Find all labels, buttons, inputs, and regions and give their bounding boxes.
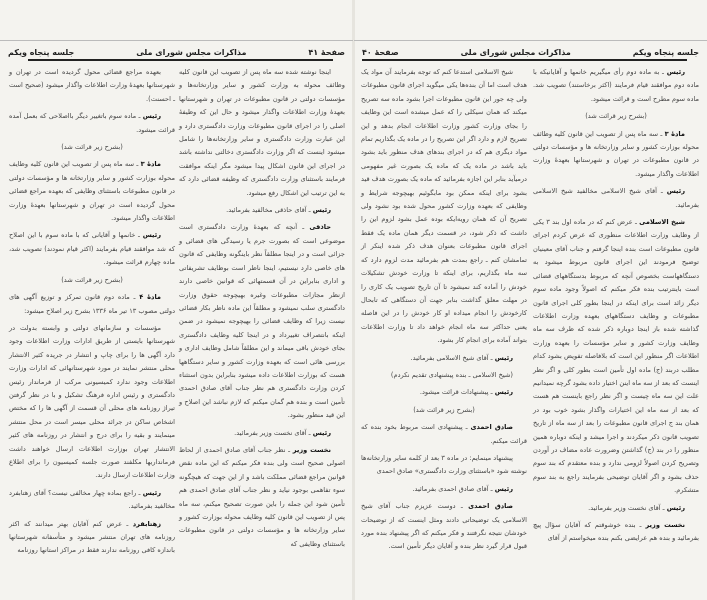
publication-title: مذاکرات مجلس شورای ملی [460,47,571,57]
text-column [361,66,527,558]
paragraph [9,322,175,483]
paragraph-text: آنچه که بعهدهٔ وزارت دادگستری است موضوعی است که بصورت جرم یا رسیدگی های قضائی و جزائی است و در اینجا مطلقاً نظر باینگونه وظایفی که قانون های خاصی دارد نیستیم، اینجا ناظر است بوظایف تشریفاتی و اداری بنابراین در آن قسمتهائی که قوانین خاصی دارند ازنظر مجازات مطبوعات وغیره بهیچوجه حقوق وزارت دادگستری سلب نمیشود و مطلقاً این ماده ناظر بکار قضائی نیست زیرا که وظایف قضائی را بهیچوجه نمیشود در ضمن اینکه بانتصراف تغییرداد و در اینجا کلیه وظایف دادگستری بجای خودش باقی میماند و این مطلقاً شامل وظایف اداری و بررسی هائی است که بعهده وزارت کشور و سایر دستگاهها هست که بوزارت اطلاعات داده میشود بنابراین بدون استثناء کردن وزارت دادگستری هم نظر جناب آقای صادق احمدی تأمین است و بنده هم گمان میکنم که لازم نباشد این اصلاح و این قید منظور بشود. [179,223,345,420]
paragraph: رئیس ـ آقای حاذقی مخالفید بفرمائید. [226,206,331,215]
paragraph-text: سه ماه پس از تصویب این قانون کلیه وظائف محوله بوزارت کشور و سایر وزارتخانه ها و مؤسسات دولتی در قانون مطبوعات در تهران و شهرستانها بعهدهٔ وزارت اطلاعات واگذار میشود. [533,129,699,178]
paragraph: مادهٔ ۳ ـ سه ماه پس از تصویب این قانون کلیه وظایف محوله بوزارت کشور و سایر وزارتخانه ها و مؤسسات دولتی در قانون مطبوعات باستثنای وظایفی که بعهده مراجع قضائی محول گردیده است در تهران و شهرستانها بعهدهٔ وزارت اطلاعات واگذار میشود. [9,160,175,223]
paragraph: رئیس ـ آقای نخست وزیر بفرمائید. [588,503,685,512]
speaker-name: حاذقی [309,223,331,232]
paragraph-text: ماده سوم باتغییر دیگر بااصلاحی که بعمل آمده قرائت میشود. [9,112,175,134]
paragraph: رئیس ـ آقای نخست وزیر بفرمائید. [234,428,331,437]
speaker-name: رئیس [494,484,513,493]
paragraph [361,66,527,348]
paragraph: رئیس ـ آقای صادق احمدی بفرمائید. [412,484,513,493]
speaker-name: رئیس [666,68,685,76]
section-note: (بشرح زیر قرائت شد) [413,405,475,414]
paragraph-text: آقای نخست وزیر بفرمائید. [234,428,307,437]
speaker-name: رئیس [312,428,331,437]
paragraph-text: خانمها و آقایانی که با ماده سوم با این اصلاح که شد موافقند قیام بفرمایند (اکثر قیام نمودند) تصویب شد، ماده چهارم قرائت میشود. [9,231,175,267]
text-column [179,66,345,555]
paragraph [9,66,175,106]
speaker-name: رئیس [666,503,685,512]
paragraph: رئیس ـ خانمها و آقایانی که با ماده سوم با این اصلاح که شد موافقند قیام بفرمایند (اکثر قیام نمودند) تصویب شد، ماده چهارم قرائت میشود. [9,231,175,267]
right-page [354,0,707,600]
paragraph: رئیس ـ آقای شیخ الاسلامی بفرمائید. [410,353,513,362]
paragraph [361,452,527,479]
speaker-name: صادق احمدی [468,502,513,511]
text-column [9,66,175,562]
paragraph-text: عرض کنم آقایان بهتر میدانند که اکثر روزنامه های تهران منتشر میشود و متأسفانه شهرستانها باندازه کافی روزنامه ندارند فقط در مراکز استانها روزنامه [9,519,175,555]
paragraph-text: پیشنهادی است مربوط بخود بنده که قرائت میکنم. [361,423,527,445]
header-rule [28,59,333,61]
scan-edge-line [354,40,707,41]
paragraph-text: ماده دوم قانون تمرکز و توزیع آگهی های دولتی مصوب ۱۳ تیر ماه ۱۳۳۶ بشرح زیر اصلاح میشود: [9,293,175,315]
paragraph-text: آقای حاذقی مخالفید بفرمائید. [226,206,307,215]
paragraph: رئیس ـ پیشنهادات قرائت میشود. [419,388,513,397]
speaker-name: نخست وزیر [645,521,686,529]
paragraph-text: نظر جناب آقای صادق احمدی از لحاظ اصولی صحیح است ولی بنده فکر میکنم که این ماده نقض قوانین مراجع قضائی مملکت باشد و از این جهت که هیچگونه سوء تفاهمی بوجود نیاید و نظر جناب آقای صادق احمدی هم تأمین شود این جمله را باین صورت تصحیح میکنم، سه ماه پس از تصویب این قانون کلیه وظایف محوله بوزارت کشور و سایر وزارتخانه ها و مؤسسات دولتی در قانون مطبوعات باستثنای وظایفی که [179,445,345,548]
paragraph: صادق احمدی ـ دوست عزیزم جناب آقای شیخ الاسلامی یک توضیحاتی دادند ومثل اینست که از توضیحات خودشان نتیجه نگرفتند و فکر میکنم که اگر پیشنهاد بنده مورد قبول قرار گیرد نظر بنده و آقایان دیگر تأمین است. [361,502,527,551]
paragraph: زهتابفرد ـ عرض کنم آقایان بهتر میدانند که اکثر روزنامه های تهران منتشر میشود و متأسفانه شهرستانها باندازه کافی روزنامه ندارند فقط در مراکز استانها روزنامه [9,519,175,555]
section-note: (بشرح زیر قرائت شد) [585,112,647,121]
paragraph-text: مؤسسات و سازمانهای دولتی و وابسته بدولت در شهرستانها بایستی از طریق ادارات وزارت اطلاعات وجود دارد آگهی ها را برای چاپ و انتشار در جریده کثیر الانتشار محلی منتشر نمایند در مورد شهرستانهائی که ادارات وزارت اطلاعات وجود ندارد کمیسیونی مرکب از فرماندار رئیس دادگستری و رئیس اداره فرهنگ تشکیل و با در نظر گرفتن تیراژ روزنامه های محلی آن قسمت از آگهی ها را که مختص اشخاص ساکن در جرائد محلی میسر است در محل منتشر مینمایند و بقیه را برای درج و انتشار در روزنامه های کثیر الانتشار تهران بوزارت اطلاعات ارسال خواهند داشت فرمانداریها مکلفند صورت جلسه کمیسیون را برای اطلاع وزارت اطلاعات ارسال دارند. [9,323,175,480]
speaker-name: نخست وزیر [292,445,331,454]
scan-edge-line [0,40,353,41]
section-note: (بشرح زیر قرائت شد) [61,143,123,152]
paragraph-text: آقای شیخ الاسلامی بفرمائید. [410,353,489,362]
speaker-name: رئیس [494,388,513,397]
publication-title: مذاکرات مجلس شورای ملی [136,47,247,57]
paragraph-text: بنده خوشوقتم که آقایان سؤال پیچ بفرمائید و بنده هم عرایضی بکنم بنده میخواستم از آقای [533,521,699,543]
paragraph: صادق احمدی ـ پیشنهادی است مربوط بخود بنده که قرائت میکنم. [361,423,527,445]
paragraph-text: اینجا نوشته شده سه ماه پس از تصویب این قانون کلیه وظائف محوله به وزارت کشور و سایر وزارتخانه‌ها و مؤسسات دولتی در قانون مطبوعات در تهران و شهرستانها بعهدهٔ وزارت اطلاعات واگذار میشود و حال این که وظیفهٔ اصلی را در اجرای قانون مطبوعات وزارت دادگستری دارد و این عبارت وزارت دادگستری و سایر وزارتخانه‌ها را شامل میشود اینست که اگر وزارت دادگستری دخالتی نداشته باشد در اجرای این قانون اشکال پیدا میشود مگر اینکه موافقت فرمایند باستثنای وزارت دادگستری که وظیفه قضائی دارد که به این ترتیب این اشکال رفع میشود. [179,68,345,197]
paragraph: رئیس ـ ماده سوم باتغییر دیگر بااصلاحی که بعمل آمده قرائت میشود. [9,112,175,134]
page-number: صفحهٔ ۴۰ [362,47,399,57]
paragraph: رئیس ـ به ماده دوم رأی میگیریم خانمها و آقایانیکه با ماده دوم موافقند قیام فرمایند (اکثر برخاستند) تصویب شد. ماده سوم مطرح است و قرائت میشود. [533,68,699,103]
page-header [8,46,345,58]
paragraph-text: دوست عزیزم جناب آقای شیخ الاسلامی یک توضیحاتی دادند ومثل اینست که از توضیحات خودشان نتیجه نگرفتند و فکر میکنم که اگر پیشنهاد بنده مورد قبول قرار گیرد نظر بنده و آقایان دیگر تأمین است. [361,502,527,551]
paragraph-text: آقای نخست وزیر بفرمائید. [588,503,661,512]
paragraph-text: عرض کنم که در ماده اول بند ۳ یکی از وظایف وزارت اطلاعات منظوری که عرض کردم اجرای قانون مطبوعات است بنده اینجا گرفتم و جناب آقای معینیان توضیح فرمودند این اجرای قانون مربوط میشود به دستگاههاست بخصوص آنچه که مربوط بدستگاههای قضائی است باینترتیب بنده فکر میکنم که اصولاً وجود ماده سوم دیگر زائد است برای اینکه در اینجا بطور کلی اجرای قانون مطبوعات و وظایف دستگاههای بعهده وزارت اطلاعات گذاشته شده باز اینجا دوباره ذکر شده که ظرف سه ماه وظایف وزارت کشور و سایر مؤسسات را بعهده وزارت اطلاعات اگر منظور این است که بلافاصله تفویض بشود کدام مطلب دربند (ج) ماده اول تأمین است بطور کلی و اگر نظر اینست که بعد از سه ماه اینن اختیار داده بشود گرچه نمیدانیم علت این سه ماه چیست و اگر نظر راجع باینست هم هست که بعد از سه ماه این اختیارات واگذار بشود خوب بود در همان بند ج اجرای قانون مطبوعات را بعد از سه ماه از تاریخ تصویب قانون ذکر میکردند و اجرا میشد و اینکه دوباره همین منظور را در بند (ج) گذاشتن وضرورت عاده مضاف در آوردن وتصریح کردن اصولاً لزومی ندارد و بنده معتقدم که بند سوم حذف بشود و اگر آقایان توضیحی بفرمایند راجع به بند سوم متشکرم. [533,218,699,495]
text-column [533,66,699,550]
paragraph [361,369,527,382]
paragraph-text: پیشنهاد مینمایم: در ماده ۳ بعد از کلمه سایر وزارتخانه‌ها نوشته شود «باستثنای وزارت دادگستری» صادق احمدی [361,453,527,476]
paragraph: حاذقی ـ آنچه که بعهدهٔ وزارت دادگستری است موضوعی است که بصورت جرم یا رسیدگی های قضائی و جزائی است و در اینجا مطلقاً نظر باینگونه وظایفی که قانون های خاصی دارد نیستیم، اینجا ناظر است بوظایف تشریفاتی و اداری بنابراین در آن قسمتهائی که قوانین خاصی دارند ازنظر مجازات مطبوعات وغیره بهیچوجه حقوق وزارت دادگستری سلب نمیشود و مطلقاً این ماده ناظر بکار قضائی نیست زیرا که وظایف قضائی را بهیچوجه نمیشود در ضمن اینکه بانتصراف تغییرداد و در اینجا کلیه وظایف دادگستری بجای خودش باقی میماند و این مطلقاً شامل وظایف اداری و بررسی هائی است که بعهده وزارت کشور و سایر دستگاهها هست که بوزارت اطلاعات داده میشود بنابراین بدون استثناء کردن وزارت دادگستری هم نظر جناب آقای صادق احمدی تأمین است و بنده هم گمان میکنم که لازم نباشد این اصلاح و این قید منظور بشود. [179,223,345,420]
paragraph [179,66,345,200]
speaker-name: مادهٔ ۴ [139,293,161,302]
speaker-name: مادهٔ ۳ [140,160,161,169]
paragraph-text: بعهده مراجع قضائی محول گردیده است در تهران و شهرستانها بعهدهٔ وزارت اطلاعات واگذار میشود (صحیح است ـ احسنت). [9,68,175,103]
paragraph: رئیس ـ آقای شیخ الاسلامی مخالفید شیخ الاسلامی بفرمائید. [533,187,699,209]
paragraph-text: شیخ الاسلامی استدعا کنم که توجه بفرمایند آن مواد یک هدف است اما آن بنده‌ها یکی میگوید اجرای قانون مطبوعات ولی چه جور این قانون مطبوعات اجرا بشود ماده سه تصریح میکند که همان سیکلی را که عمل میشده است این وظایف را بجای وزارت کشور وزارت اطلاعات انجام بدهد و این تصریح لازم و دارد اگر این تصریح را در ماده یک بگذاریم تمام مواد دیگری هم که در اجرای بندهای هدف منظور باید بشود باید باشد در ماده یک که ماده یک بصورت غیر مفهومی درمیآید بنابر این اجازه بفرمائید که ماده یک بصورت هدف قید بشود برای اینکه ممکن بود مابگوئیم بهیچوجه شرایط و وظایفی که بعهده وزارت کشور محول شده بود نشود ولی تصریح آن که همان رویه‌ایکه بوده عمل بشود لزوم این را داشت که ذکر شود، در قسمت دیگر همان ماده یک فقط اجرای قانون مطبوعات بعنوان هدف ذکر شده اینکر از تمامشان کنم ـ راجع بمدت هم بفرمائید مدت لزوم دارد که سه ماه بگذاریم، برای اینکه تا وزارت خودش تشکیلات خودش را آماده کند نمیشود تا آن تاریخ تصویب یک کاری را در مهلت معلق گذاشت بنابر جهت آن دستگاهی که تابحال کارخودش را انجام میداده او کار خودش را در این فاصله یعنی حداکثر سه ماه انجام خواهد داد تا وزارت اطلاعات بتواند آماده برای انجام کار بشود. [361,68,527,345]
paragraph-text: به ماده دوم رأی میگیریم خانمها و آقایانیکه با ماده دوم موافقند قیام فرمایند (اکثر برخاستند) تصویب شد. ماده سوم مطرح است و قرائت میشود. [533,68,699,103]
speaker-name: زهتابفرد [132,519,161,528]
paragraph-text: سه ماه پس از تصویب این قانون کلیه وظایف محوله بوزارت کشور و سایر وزارتخانه ها و مؤسسات دولتی در قانون مطبوعات باستثنای وظایفی که بعهده مراجع قضائی محول گردیده است در تهران و شهرستانها بعهدهٔ وزارت اطلاعات واگذار میشود. [9,160,175,223]
header-rule [362,59,687,61]
paragraph: نخست وزیر ـ بنده خوشوقتم که آقایان سؤال پیچ بفرمائید و بنده هم عرایضی بکنم بنده میخواستم از آقای [533,521,699,543]
paragraph: رئیس ـ راجع بماده چهار مخالفی نیست؟ آقای زهتابفرد مخالفید بفرمائید. [9,488,175,511]
session-label: جلسه پنجاه ویکم [8,47,75,57]
speaker-name: رئیس [312,206,331,215]
paragraph: مادهٔ ۴ ـ ماده دوم قانون تمرکز و توزیع آگهی های دولتی مصوب ۱۳ تیر ماه ۱۳۳۶ بشرح زیر اصلاح میشود: [9,293,175,315]
paragraph: مادهٔ ۳ ـ سه ماه پس از تصویب این قانون کلیه وظائف محوله بوزارت کشور و سایر وزارتخانه ها و مؤسسات دولتی در قانون مطبوعات در تهران و شهرستانها بعهدهٔ وزارت اطلاعات واگذار میشود. [533,129,699,178]
paragraph-text: (شیخ الاسلامی ـ بنده پیشنهادی تقدیم نکردم) [390,370,513,379]
speaker-name: رئیس [494,353,513,362]
speaker-name: رئیس [142,112,162,121]
paragraph-text: آقای شیخ الاسلامی مخالفید شیخ الاسلامی بفرمائید. [533,187,699,209]
paragraph-text: راجع بماده چهار مخالفی نیست؟ آقای زهتابفرد مخالفید بفرمائید. [9,488,175,511]
speaker-name: مادهٔ ۳ [664,129,685,138]
page-header [362,46,699,58]
speaker-name: رئیس [142,231,161,240]
paragraph: شیخ الاسلامی ـ عرض کنم که در ماده اول بند ۳ یکی از وظایف وزارت اطلاعات منظوری که عرض کردم اجرای قانون مطبوعات است بنده اینجا گرفتم و جناب آقای معینیان توضیح فرمودند این اجرای قانون مربوط میشود به دستگاههاست بخصوص آنچه که مربوط بدستگاههای قضائی است باینترتیب بنده فکر میکنم که اصولاً وجود ماده سوم دیگر زائد است برای اینکه در اینجا بطور کلی اجرای قانون مطبوعات و وظایف دستگاههای بعهده وزارت اطلاعات گذاشته شده باز اینجا دوباره ذکر شده که ظرف سه ماه وظایف وزارت کشور و سایر مؤسسات را بعهده وزارت اطلاعات اگر منظور این است که بلافاصله تفویض بشود کدام مطلب دربند (ج) ماده اول تأمین است بطور کلی و اگر نظر اینست که بعد از سه ماه اینن اختیار داده بشود گرچه نمیدانیم علت این سه ماه چیست و اگر نظر راجع باینست هم هست که بعد از سه ماه این اختیارات واگذار بشود خوب بود در همان بند ج اجرای قانون مطبوعات را بعد از سه ماه از تاریخ تصویب قانون ذکر میکردند و اجرا میشد و اینکه دوباره همین منظور را در بند (ج) گذاشتن وضرورت عاده مضاف در آوردن وتصریح کردن اصولاً لزومی ندارد و بنده معتقدم که بند سوم حذف بشود و اگر آقایان توضیحی بفرمایند راجع به بند سوم متشکرم. [533,218,699,495]
section-note: (بشرح زیر قرائت شد) [61,275,123,284]
paragraph-text: آقای صادق احمدی بفرمائید. [412,484,489,493]
speaker-name: رئیس [142,488,161,497]
session-label: جلسه پنجاه ویکم [632,47,699,57]
page-number: صفحهٔ ۴۱ [308,47,345,57]
left-page [0,0,353,600]
speaker-name: رئیس [666,187,686,196]
speaker-name: صادق احمدی [470,423,514,432]
paragraph: نخست وزیر ـ نظر جناب آقای صادق احمدی از لحاظ اصولی صحیح است ولی بنده فکر میکنم که این ماده نقض قوانین مراجع قضائی مملکت باشد و از این جهت که هیچگونه سوء تفاهمی بوجود نیاید و نظر جناب آقای صادق احمدی هم تأمین شود این جمله را باین صورت تصحیح میکنم، سه ماه پس از تصویب این قانون کلیه وظایف محوله بوزارت کشور و سایر وزارتخانه ها و مؤسسات دولتی در قانون مطبوعات باستثنای وظایفی که [179,445,345,548]
paragraph-text: پیشنهادات قرائت میشود. [419,388,489,397]
speaker-name: شیخ الاسلامی [639,218,685,227]
